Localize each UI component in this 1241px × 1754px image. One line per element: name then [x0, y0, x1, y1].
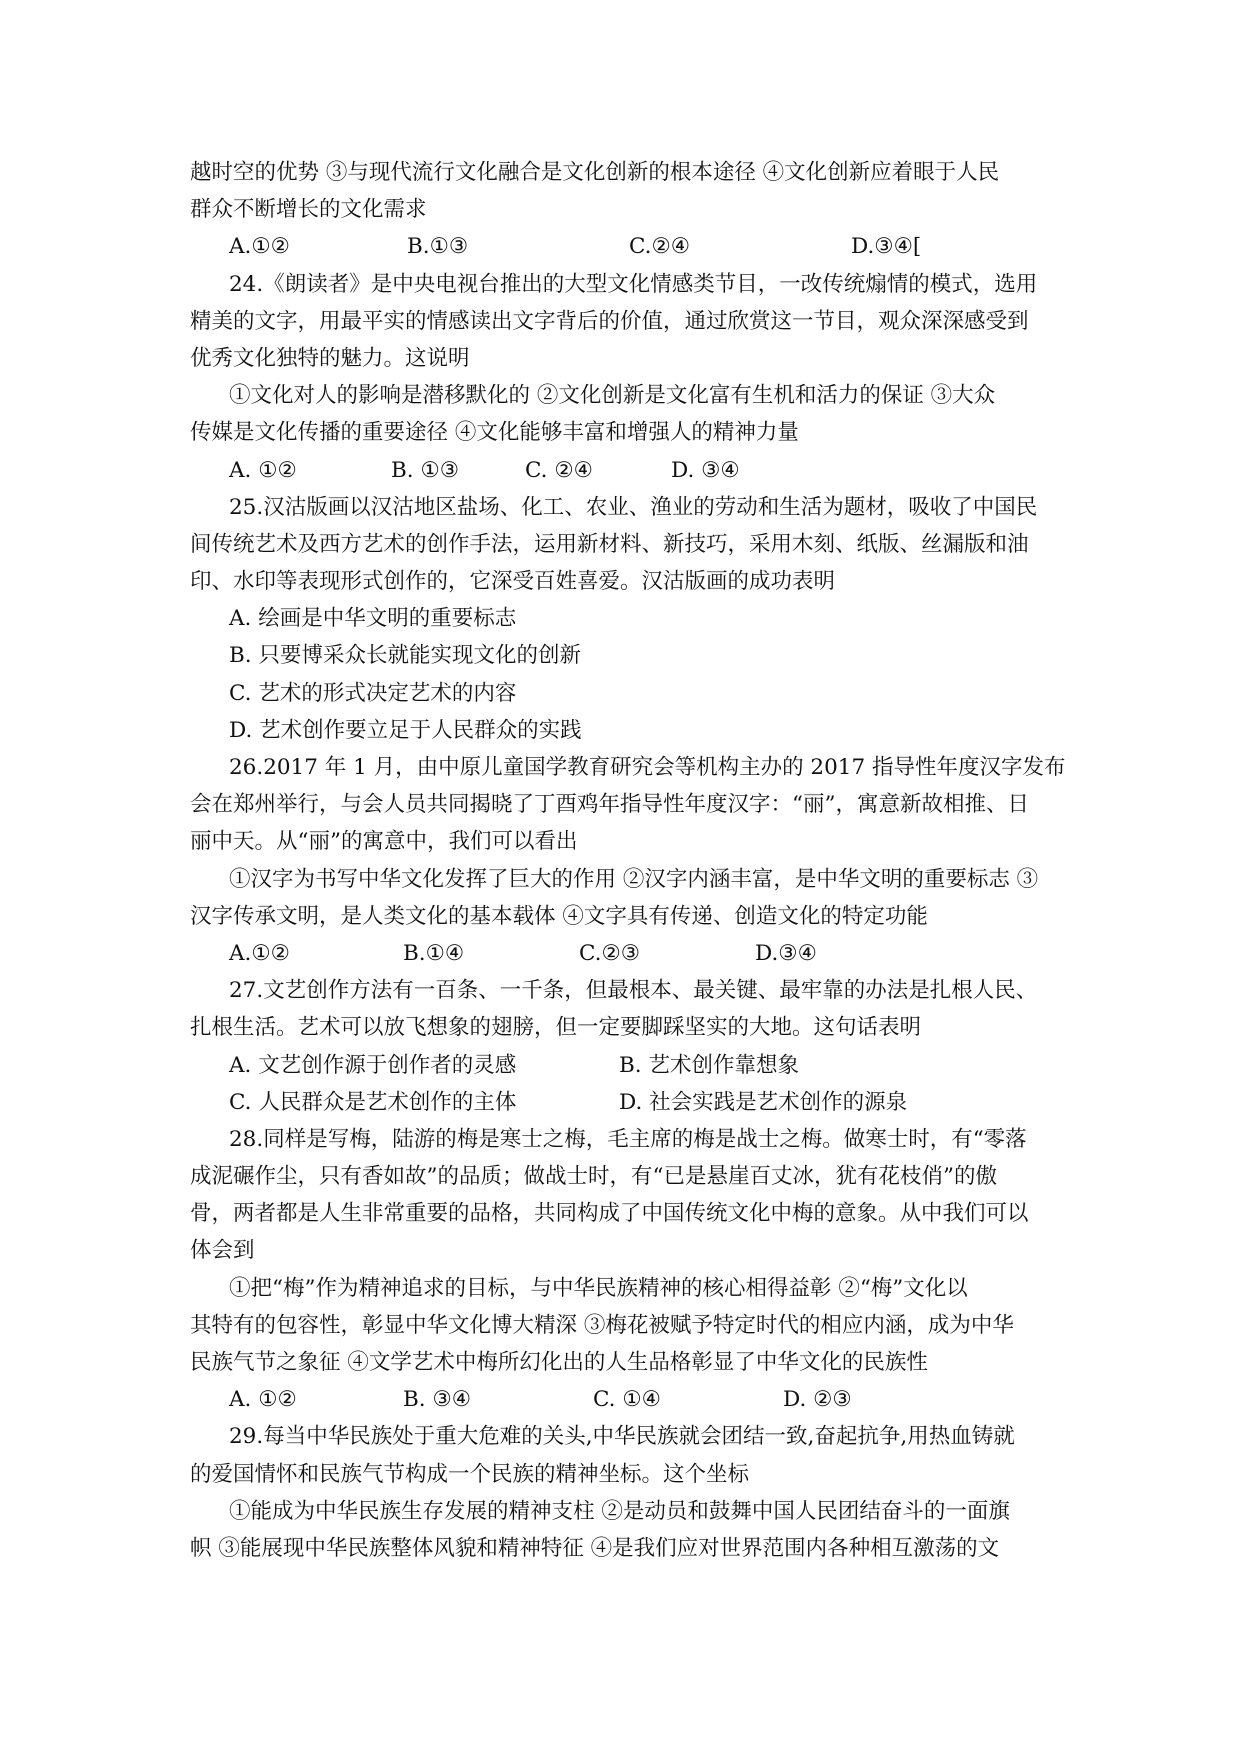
question-28: 28.同样是写梅，陆游的梅是寒士之梅，毛主席的梅是战士之梅。做寒士时，有“零落	[229, 1126, 1027, 1152]
option-c: C. 人民群众是艺术创作的主体	[229, 1089, 517, 1115]
option-a: A. 绘画是中华文明的重要标志	[229, 606, 517, 632]
statements-line: ①把“梅”作为精神追求的目标，与中华民族精神的核心相得益彰 ②“梅”文化以	[229, 1275, 968, 1301]
text-line: 间传统艺术及西方艺术的创作手法，运用新材料、新技巧，采用木刻、纸版、丝漏版和油	[190, 531, 1029, 557]
option-d: D. ②③	[783, 1387, 852, 1413]
option-c: C.②③	[579, 940, 641, 966]
option-c: C. 艺术的形式决定艺术的内容	[229, 680, 517, 706]
question-25: 25.汉沽版画以汉沽地区盐场、化工、农业、渔业的劳动和生活为题材，吸收了中国民	[229, 494, 1038, 520]
options-q28	[190, 1381, 1060, 1418]
question-27: 27.文艺创作方法有一百条、一千条，但最根本、最关键、最牢靠的办法是扎根人民、	[229, 978, 1038, 1004]
option-a: A. ①②	[229, 457, 297, 483]
text-line: 体会到	[190, 1238, 255, 1264]
question-24: 24.《朗读者》是中央电视台推出的大型文化情感类节目，一改传统煽情的模式，选用	[229, 271, 1038, 297]
text-line: 优秀文化独特的魅力。这说明	[190, 345, 470, 371]
option-d: D. 艺术创作要立足于人民群众的实践	[229, 717, 582, 743]
options-q26	[190, 935, 1060, 972]
option-c: C.②④	[629, 234, 691, 260]
text-line: 越时空的优势 ③与现代流行文化融合是文化创新的根本途径 ④文化创新应着眼于人民	[190, 160, 1000, 185]
option-b: B. ③④	[403, 1387, 472, 1413]
text-line: 成泥碾作尘，只有香如故”的品质；做战士时，有“已是悬崖百丈冰，犹有花枝俏”的傲	[190, 1164, 997, 1190]
options-q23	[190, 228, 1060, 265]
option-a: A. 文艺创作源于创作者的灵感	[229, 1052, 517, 1078]
text-line: 群众不断增长的文化需求	[190, 197, 427, 223]
option-a: A.①②	[229, 940, 290, 966]
option-b: B.①④	[403, 940, 465, 966]
exam-content	[190, 154, 1066, 1567]
text-line: 汉字传承文明，是人类文化的基本载体 ④文字具有传递、创造文化的特定功能	[190, 903, 928, 929]
option-d: D.③④[	[851, 234, 922, 260]
text-line: 帜 ③能展现中华民族整体风貌和精神特征 ④是我们应对世界范围内各种相互激荡的文	[190, 1535, 1000, 1561]
options-q27-row1	[190, 1047, 1060, 1084]
option-c: C. ①④	[593, 1387, 661, 1413]
text-line: 的爱国情怀和民族气节构成一个民族的精神坐标。这个坐标	[190, 1461, 750, 1487]
option-b: B. 艺术创作靠想象	[619, 1052, 799, 1078]
statements-line: ①能成为中华民族生存发展的精神支柱 ②是动员和鼓舞中国人民团结奋斗的一面旗	[229, 1498, 1010, 1524]
text-line: 骨，两者都是人生非常重要的品格，共同构成了中国传统文化中梅的意象。从中我们可以	[190, 1201, 1029, 1227]
text-line: 传媒是文化传播的重要途径 ④文化能够丰富和增强人的精神力量	[190, 420, 799, 446]
text-line: 扎根生活。艺术可以放飞想象的翅膀，但一定要脚踩坚实的大地。这句话表明	[190, 1015, 922, 1041]
option-b: B. ①③	[391, 457, 460, 483]
options-q24	[190, 452, 1060, 489]
option-c: C. ②④	[525, 457, 593, 483]
text-line: 会在郑州举行，与会人员共同揭晓了丁酉鸡年指导性年度汉字：“丽”，寓意新故相推、日	[190, 792, 1029, 818]
options-q27-row2	[190, 1084, 1060, 1121]
option-a: A. ①②	[229, 1387, 297, 1413]
statements-line: ①文化对人的影响是潜移默化的 ②文化创新是文化富有生机和活力的保证 ③大众	[229, 383, 996, 409]
statements-line: ①汉字为书写中华文化发挥了巨大的作用 ②汉字内涵丰富，是中华文明的重要标志 ③	[229, 866, 1039, 892]
option-d: D. 社会实践是艺术创作的源泉	[619, 1089, 908, 1115]
option-b: B.①③	[407, 234, 469, 260]
text-line: 民族气节之象征 ④文学艺术中梅所幻化出的人生品格彰显了中华文化的民族性	[190, 1350, 928, 1375]
option-a: A.①②	[229, 234, 290, 260]
question-29: 29.每当中华民族处于重大危难的关头,中华民族就会团结一致,奋起抗争,用热血铸就	[229, 1424, 1015, 1450]
question-26: 26.2017 年 1 月，由中原儿童国学教育研究会等机构主办的 2017 指导性年度汉字发布	[229, 755, 1066, 780]
text-line: 其特有的包容性，彰显中华文化博大精深 ③梅花被赋予特定时代的相应内涵，成为中华	[190, 1312, 1014, 1338]
text-line: 丽中天。从“丽”的寓意中，我们可以看出	[190, 829, 578, 855]
option-d: D.③④	[755, 940, 817, 966]
option-d: D. ③④	[671, 457, 740, 483]
text-line: 精美的文字，用最平实的情感读出文字背后的价值，通过欣赏这一节目，观众深深感受到	[190, 308, 1029, 334]
option-b: B. 只要博采众长就能实现文化的创新	[229, 643, 581, 669]
text-line: 印、水印等表现形式创作的，它深受百姓喜爱。汉沽版画的成功表明	[190, 569, 836, 595]
